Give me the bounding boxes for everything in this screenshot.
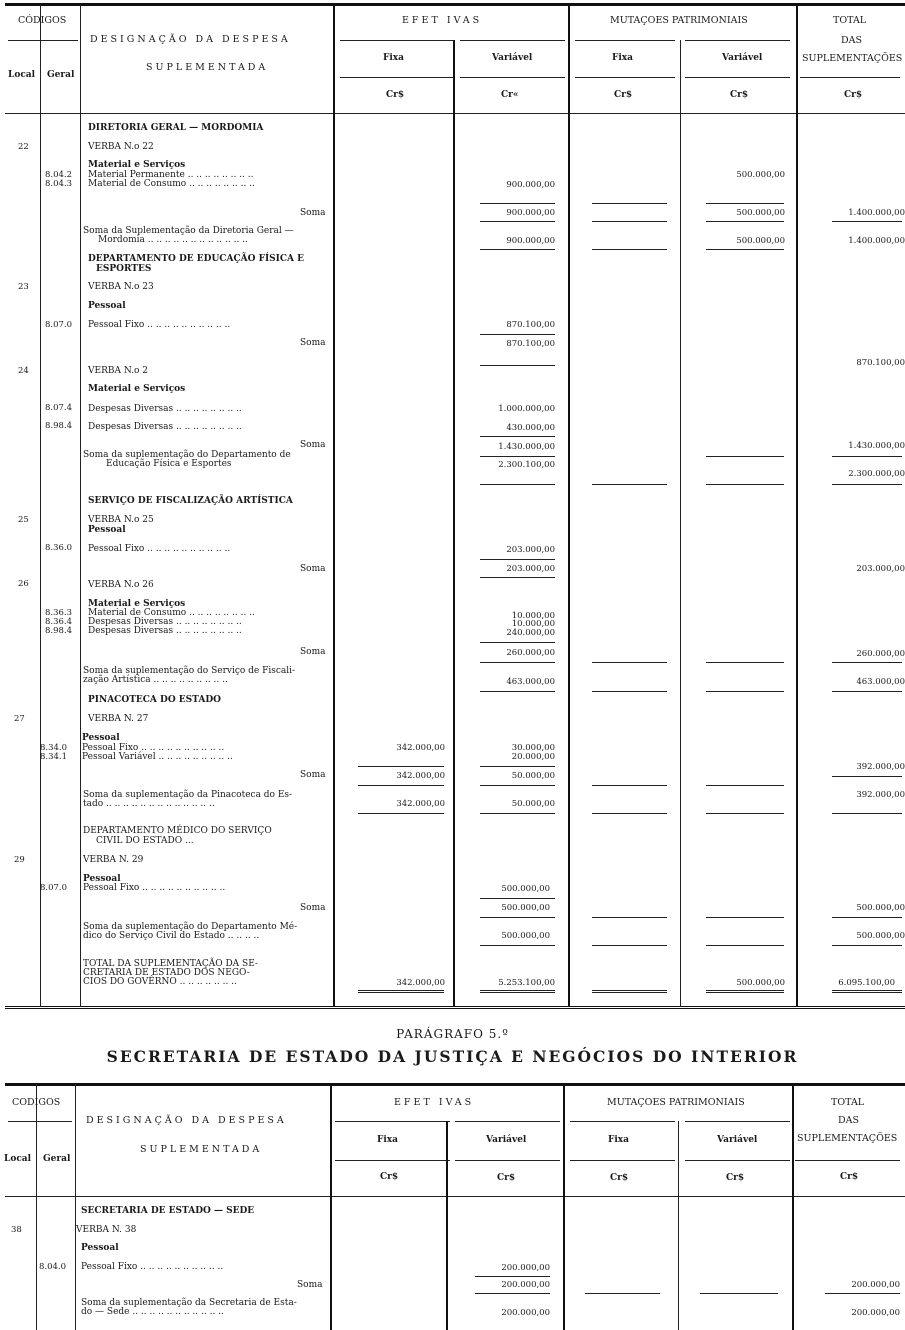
sum-rule — [480, 785, 555, 786]
col-sep-designacao — [330, 1084, 332, 1330]
hdr-suplementacoes: SUPLEMENTAÇÕES — [797, 1133, 898, 1144]
soma-label: Soma — [300, 770, 326, 780]
value-cell: 200.000,00 — [851, 1308, 900, 1318]
hdr-total: TOTAL — [833, 15, 867, 26]
value-cell: 1.400.000,00 — [848, 208, 905, 218]
fixa-rule — [335, 1160, 450, 1161]
value-cell: 870.100,00 — [856, 358, 905, 368]
sum-rule — [475, 1293, 550, 1294]
hdr-crs-2: Cr$ — [497, 1173, 516, 1183]
value-cell: 500.000,00 — [501, 931, 550, 941]
total-value: 500.000,00 — [736, 978, 785, 988]
secretaria-heading: SECRETARIA DE ESTADO DA JUSTIÇA E NEGÓCIOS DO INTERIOR — [106, 1047, 799, 1066]
variavel-rule — [460, 77, 565, 78]
item-label: Material de Consumo .. .. .. .. .. .. .. .. — [88, 179, 255, 189]
hdr-suplementada: SUPLEMENTADA — [140, 1144, 263, 1155]
col-sep-fixa — [446, 1121, 448, 1330]
section-title: DEPARTAMENTO MÉDICO DO SERVIÇO — [83, 826, 272, 836]
hdr-das: DAS — [841, 35, 862, 46]
budget-table-justica — [0, 1083, 905, 1330]
sum-rule — [358, 766, 444, 767]
section-title: CIVIL DO ESTADO ... — [96, 836, 194, 846]
hdr-suplementada: SUPLEMENTADA — [146, 62, 269, 73]
soma-label: Soma — [300, 564, 326, 574]
hdr-mut-fixa: Fixa — [612, 53, 634, 63]
sum-rule — [358, 813, 444, 814]
sum-rule — [832, 456, 902, 457]
hdr-das: DAS — [838, 1115, 859, 1126]
geral-code: 8.04.3 — [45, 179, 73, 189]
col-sep-mut-fixa — [678, 1121, 679, 1330]
sum-rule — [592, 785, 667, 786]
sum-rule — [706, 249, 784, 250]
sum-rule — [706, 785, 784, 786]
value-cell: 10.000,00 — [511, 611, 555, 621]
hdr-designacao: DESIGNAÇÃO DA DESPESA — [90, 34, 291, 45]
geral-code: 8.04.0 — [39, 1262, 67, 1272]
hdr-fixa: Fixa — [377, 1135, 399, 1145]
geral-code: 8.07.0 — [45, 320, 73, 330]
col-sep-geral — [75, 1084, 76, 1330]
hdr-variavel: Variável — [486, 1135, 527, 1145]
value-cell: 900.000,00 — [506, 208, 555, 218]
sum-rule — [480, 945, 555, 946]
col-sep-local — [36, 1084, 37, 1330]
value-cell: 260.000,00 — [506, 648, 555, 658]
sum-rule — [592, 945, 667, 946]
total-rule — [706, 990, 784, 993]
suplementacao-label: Soma da suplementação da Secretaria de Esta- — [81, 1298, 297, 1308]
col-sep-efetivas — [568, 4, 570, 1006]
value-cell: 500.000,00 — [501, 903, 550, 913]
soma-label: Soma — [300, 208, 326, 218]
efetivas-rule-b — [455, 1121, 560, 1122]
sum-rule — [832, 945, 902, 946]
hdr-variavel: Variável — [492, 53, 533, 63]
hdr-mutacoes: MUTAÇOES PATRIMONIAIS — [610, 15, 748, 26]
item-label: Pessoal Variável .. .. .. .. .. .. .. .. .. — [82, 752, 233, 762]
local-code: 38 — [11, 1225, 22, 1235]
value-cell: 463.000,00 — [856, 677, 905, 687]
sum-rule — [585, 1293, 660, 1294]
sum-rule — [832, 484, 902, 485]
hdr-local: Local — [8, 70, 36, 80]
value-cell: 500.000,00 — [736, 208, 785, 218]
mutacoes-rule-b — [685, 1121, 790, 1122]
total-rule — [832, 990, 902, 993]
geral-code: 8.98.4 — [45, 421, 73, 431]
sum-rule — [706, 691, 784, 692]
group-label: Material e Serviços — [88, 384, 186, 394]
sum-rule — [480, 691, 555, 692]
local-code: 26 — [18, 579, 29, 589]
sum-rule — [592, 813, 667, 814]
hdr-crs-5: Cr$ — [844, 90, 863, 100]
sum-rule — [480, 898, 555, 899]
sum-rule — [592, 249, 667, 250]
section-title: SERVIÇO DE FISCALIZAÇÃO ARTÍSTICA — [88, 496, 293, 506]
value-cell: 900.000,00 — [506, 236, 555, 246]
col-sep-geral — [80, 4, 81, 1006]
hdr-efetivas: EFET IVAS — [394, 1097, 475, 1108]
value-cell: 200.000,00 — [501, 1263, 550, 1273]
col-sep-efetivas — [563, 1084, 565, 1330]
total-rule — [795, 1160, 900, 1161]
item-label: Pessoal Fixo .. .. .. .. .. .. .. .. .. .. — [83, 883, 226, 893]
fixa-rule — [340, 77, 455, 78]
sum-rule — [832, 776, 902, 777]
section-title: DIRETORIA GERAL — MORDOMIA — [88, 123, 264, 133]
value-cell: 200.000,00 — [501, 1308, 550, 1318]
geral-code: 8.04.2 — [45, 170, 73, 180]
sum-rule — [592, 691, 667, 692]
verba-label: VERBA N.o 23 — [88, 282, 154, 292]
value-cell: 900.000,00 — [506, 180, 555, 190]
value-cell: 203.000,00 — [506, 564, 555, 574]
sum-rule — [480, 249, 555, 250]
value-cell: 1.430.000,00 — [848, 441, 905, 451]
sum-rule — [480, 365, 555, 366]
sum-rule — [358, 785, 444, 786]
total-label: CIOS DO GOVÊRNO .. .. .. .. .. .. .. — [83, 977, 237, 987]
section-title: PINACOTECA DO ESTADO — [88, 695, 221, 705]
sum-rule — [706, 203, 784, 204]
total-value: 6.095.100,00 — [838, 978, 895, 988]
mutacoes-rule-b — [685, 40, 790, 41]
section-title: DEPARTAMENTO DE EDUCAÇÃO FÍSICA E — [88, 254, 305, 264]
value-cell: 50.000,00 — [511, 799, 555, 809]
value-cell: 10.000,00 — [511, 619, 555, 629]
suplementacao-label: Educação Física e Esportes — [106, 459, 232, 469]
header-bottom-rule — [5, 1196, 905, 1197]
total-label: CRETARIA DE ESTADO DOS NEGO- — [83, 968, 250, 978]
value-cell: 20.000,00 — [511, 752, 555, 762]
sum-rule — [706, 456, 784, 457]
value-cell: 203.000,00 — [856, 564, 905, 574]
value-cell: 500.000,00 — [736, 236, 785, 246]
sum-rule — [706, 221, 784, 222]
col-sep-fixa — [453, 40, 455, 1006]
sum-rule — [832, 691, 902, 692]
total-rule — [358, 990, 444, 993]
mut-variavel-rule — [685, 77, 790, 78]
value-cell: 240.000,00 — [506, 628, 555, 638]
col-sep-designacao — [333, 4, 335, 1006]
mut-fixa-rule — [575, 77, 675, 78]
total-rule — [592, 990, 667, 993]
soma-label: Soma — [300, 647, 326, 657]
sum-rule — [706, 662, 784, 663]
group-label: Material e Serviços — [88, 160, 186, 170]
soma-label: Soma — [300, 903, 326, 913]
mutacoes-rule-a — [570, 1121, 675, 1122]
hdr-designacao: DESIGNAÇÃO DA DESPESA — [86, 1115, 287, 1126]
hdr-mut-variavel: Variável — [722, 53, 763, 63]
group-label: Pessoal — [88, 525, 126, 535]
geral-code: 8.34.0 — [40, 743, 68, 753]
verba-label: VERBA N. 38 — [76, 1225, 137, 1235]
value-cell: 2.300.000,00 — [848, 469, 905, 479]
hdr-mutacoes: MUTAÇOES PATRIMONIAIS — [607, 1097, 745, 1108]
value-cell: 30.000,00 — [511, 743, 555, 753]
efetivas-rule-a — [335, 1121, 450, 1122]
value-cell: 1.000.000,00 — [498, 404, 555, 414]
sum-rule — [480, 917, 555, 918]
sum-rule — [592, 917, 667, 918]
item-label: Material Permanente .. .. .. .. .. .. .. .. — [88, 170, 254, 180]
group-label: Pessoal — [88, 301, 126, 311]
col-sep-mut-fixa — [680, 40, 681, 1006]
value-cell: 500.000,00 — [856, 931, 905, 941]
suplementacao-label: Soma da Suplementação da Diretoria Geral — — [83, 226, 294, 236]
hdr-crs-4: Cr$ — [726, 1173, 745, 1183]
suplementacao-label: zação Artística .. .. .. .. .. .. .. .. .. — [83, 675, 228, 685]
item-label: Pessoal Fixo .. .. .. .. .. .. .. .. .. .. — [81, 1262, 224, 1272]
variavel-rule — [455, 1160, 560, 1161]
sum-rule — [700, 1293, 778, 1294]
geral-code: 8.36.3 — [45, 608, 73, 618]
geral-code: 8.36.4 — [45, 617, 73, 627]
hdr-total: TOTAL — [831, 1097, 865, 1108]
sum-rule — [832, 221, 902, 222]
hdr-crs-1: Cr$ — [380, 1172, 399, 1182]
soma-label: Soma — [300, 338, 326, 348]
total-rule — [800, 77, 900, 78]
total-value: 5.253.100,00 — [498, 978, 555, 988]
header-bottom-rule — [5, 113, 905, 114]
local-code: 24 — [18, 366, 29, 376]
hdr-crs-2: Cr« — [501, 90, 519, 100]
section-title: ESPORTES — [96, 264, 152, 274]
value-cell: 260.000,00 — [856, 649, 905, 659]
suplementacao-label: Soma da suplementação do Serviço de Fiscali- — [83, 666, 296, 676]
hdr-crs-5: Cr$ — [840, 1172, 859, 1182]
hdr-crs-3: Cr$ — [610, 1173, 629, 1183]
hdr-mut-fixa: Fixa — [608, 1135, 630, 1145]
value-cell: 870.100,00 — [506, 320, 555, 330]
verba-label: VERBA N. 27 — [88, 714, 149, 724]
value-cell: 342.000,00 — [396, 771, 445, 781]
sum-rule — [480, 813, 555, 814]
sum-rule — [592, 221, 667, 222]
local-code: 23 — [18, 282, 29, 292]
table-top-rule — [5, 1083, 905, 1086]
value-cell: 500.000,00 — [501, 884, 550, 894]
table-top-rule — [5, 3, 905, 6]
item-label: Material de Consumo .. .. .. .. .. .. .. .. — [88, 608, 255, 618]
verba-label: VERBA N.o 26 — [88, 580, 154, 590]
sum-rule — [480, 577, 555, 578]
value-cell: 430.000,00 — [506, 423, 555, 433]
value-cell: 500.000,00 — [736, 170, 785, 180]
sum-rule — [480, 662, 555, 663]
soma-label: Soma — [297, 1280, 323, 1290]
hdr-crs-3: Cr$ — [614, 90, 633, 100]
value-cell: 200.000,00 — [501, 1280, 550, 1290]
codigos-rule — [8, 1121, 72, 1122]
suplementacao-label: Mordomia .. .. .. .. .. .. .. .. .. .. .. .. — [98, 235, 248, 245]
value-cell: 2.300.100,00 — [498, 460, 555, 470]
value-cell: 1.400.000,00 — [848, 236, 905, 246]
sum-rule — [592, 484, 667, 485]
value-cell: 200.000,00 — [851, 1280, 900, 1290]
verba-label: VERBA N. 29 — [83, 855, 144, 865]
codigos-rule — [8, 40, 78, 41]
hdr-crs-4: Cr$ — [730, 90, 749, 100]
sum-rule — [706, 945, 784, 946]
value-cell: 392.000,00 — [856, 762, 905, 772]
sum-rule — [480, 766, 555, 767]
col-sep-local — [40, 4, 41, 1006]
group-label: Pessoal — [81, 1243, 119, 1253]
hdr-geral: Geral — [47, 70, 75, 80]
suplementacao-label: dico do Serviço Civil do Estado .. .. .. .. — [83, 931, 260, 941]
item-label: Pessoal Fixo .. .. .. .. .. .. .. .. .. .. — [88, 320, 231, 330]
mut-variavel-rule — [685, 1160, 790, 1161]
sum-rule — [480, 334, 555, 335]
sum-rule — [706, 484, 784, 485]
col-sep-mutacoes — [796, 4, 798, 1006]
hdr-efetivas: EFET IVAS — [402, 15, 483, 26]
verba-label: VERBA N.o 2 — [88, 366, 148, 376]
local-code: 27 — [14, 714, 25, 724]
value-cell: 342.000,00 — [396, 799, 445, 809]
sum-rule — [592, 203, 667, 204]
group-label: Material e Serviços — [88, 599, 186, 609]
col-sep-mutacoes — [792, 1084, 794, 1330]
item-label: Pessoal Fixo .. .. .. .. .. .. .. .. .. .. — [82, 743, 225, 753]
sum-rule — [706, 917, 784, 918]
mutacoes-rule-a — [575, 40, 675, 41]
mut-fixa-rule — [570, 1160, 675, 1161]
section-title: SECRETARIA DE ESTADO — SEDE — [81, 1206, 255, 1216]
hdr-suplementacoes: SUPLEMENTAÇÕES — [802, 53, 903, 64]
value-cell: 463.000,00 — [506, 677, 555, 687]
hdr-codigos: CODIGOS — [12, 1097, 61, 1108]
geral-code: 8.98.4 — [45, 626, 73, 636]
sum-rule — [480, 642, 555, 643]
item-label: Despesas Diversas .. .. .. .. .. .. .. .. — [88, 617, 242, 627]
sum-rule — [480, 203, 555, 204]
item-label: Despesas Diversas .. .. .. .. .. .. .. .. — [88, 404, 242, 414]
hdr-local: Local — [4, 1154, 32, 1164]
sum-rule — [832, 662, 902, 663]
suplementacao-label: Soma da suplementação da Pinacoteca do Es- — [83, 790, 293, 800]
suplementacao-label: tado .. .. .. .. .. .. .. .. .. .. .. .. .. — [83, 799, 215, 809]
total-label: TOTAL DA SUPLEMENTAÇÃO DA SE- — [83, 959, 258, 969]
hdr-crs-1: Cr$ — [386, 90, 405, 100]
group-label: Pessoal — [83, 874, 121, 884]
hdr-codigos: CÓDIGOS — [18, 15, 67, 26]
sum-rule — [832, 917, 902, 918]
sum-rule — [832, 813, 902, 814]
item-label: Despesas Diversas .. .. .. .. .. .. .. .. — [88, 422, 242, 432]
sum-rule — [592, 662, 667, 663]
geral-code: 8.34.1 — [40, 752, 68, 762]
efetivas-rule-b — [460, 40, 565, 41]
sum-rule — [480, 456, 555, 457]
value-cell: 1.430.000,00 — [498, 442, 555, 452]
suplementacao-label: Soma da suplementação do Departamento de — [83, 450, 291, 460]
sum-rule — [475, 1276, 550, 1277]
efetivas-rule-a — [340, 40, 455, 41]
table-bottom-rule — [5, 1006, 905, 1009]
sum-rule — [706, 813, 784, 814]
sum-rule — [480, 559, 555, 560]
item-label: Pessoal Fixo .. .. .. .. .. .. .. .. .. .. — [88, 544, 231, 554]
geral-code: 8.36.0 — [45, 543, 73, 553]
local-code: 29 — [14, 855, 25, 865]
suplementacao-label: do — Sede .. .. .. .. .. .. .. .. .. .. .. — [81, 1307, 224, 1317]
sum-rule — [480, 436, 555, 437]
local-code: 22 — [18, 142, 29, 152]
value-cell: 870.100,00 — [506, 339, 555, 349]
soma-label: Soma — [300, 440, 326, 450]
suplementacao-label: Soma da suplementação do Departamento Mé- — [83, 922, 298, 932]
sum-rule — [480, 484, 555, 485]
total-rule — [480, 990, 555, 993]
value-cell: 50.000,00 — [511, 771, 555, 781]
sum-rule — [825, 1293, 900, 1294]
group-label: Pessoal — [82, 733, 120, 743]
geral-code: 8.07.4 — [45, 403, 73, 413]
geral-code: 8.07.0 — [40, 883, 68, 893]
paragrafo-heading: PARÁGRAFO 5.º — [396, 1027, 509, 1041]
local-code: 25 — [18, 515, 29, 525]
value-cell: 500.000,00 — [856, 903, 905, 913]
item-label: Despesas Diversas .. .. .. .. .. .. .. .. — [88, 626, 242, 636]
total-value: 342.000,00 — [396, 978, 445, 988]
hdr-fixa: Fixa — [383, 53, 405, 63]
verba-label: VERBA N.o 22 — [88, 142, 154, 152]
hdr-mut-variavel: Variável — [717, 1135, 758, 1145]
verba-label: VERBA N.o 25 — [88, 515, 154, 525]
value-cell: 342.000,00 — [396, 743, 445, 753]
sum-rule — [480, 221, 555, 222]
hdr-geral: Geral — [43, 1154, 71, 1164]
value-cell: 203.000,00 — [506, 545, 555, 555]
value-cell: 392.000,00 — [856, 790, 905, 800]
